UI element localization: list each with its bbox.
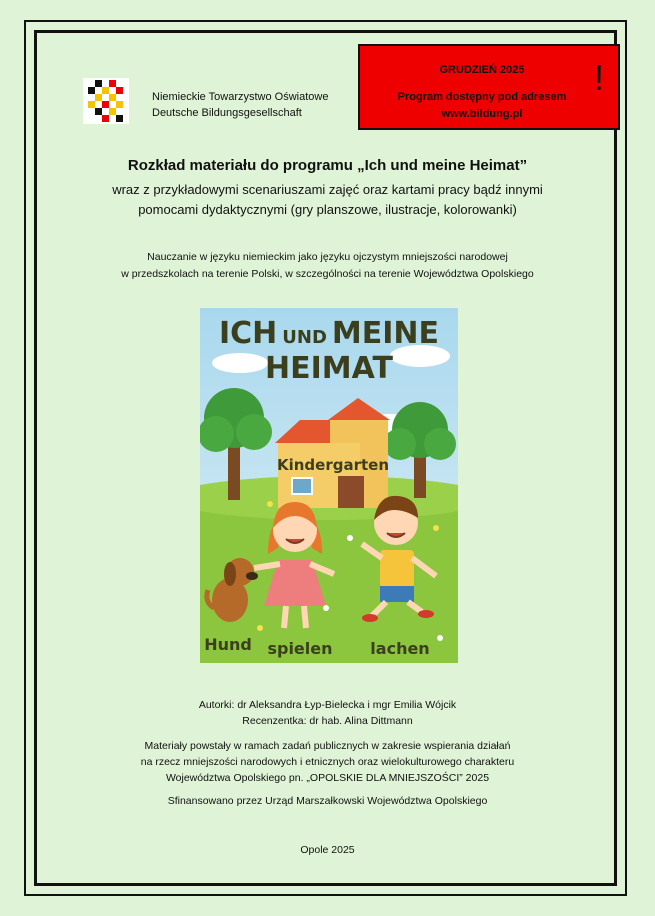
scope-line-2: w przedszkolach na terenie Polski, w szczególności na terenie Województwa Opolskiego [121, 268, 534, 280]
funding-line-2: na rzecz mniejszości narodowych i etnicznych oraz wielokulturowego charakteru [140, 756, 515, 768]
scope-line-1: Nauczanie w języku niemieckim jako języku ojczystym mniejszości narodowej [147, 251, 508, 263]
authors-block [40, 697, 615, 729]
notice-url[interactable]: www.bildung.pl [441, 108, 523, 120]
funding-line-3: Województwa Opolskiego pn. „OPOLSKIE DLA MNIEJSZOŚCI” 2025 [165, 772, 490, 784]
kindergarten-sign: Kindergarten [276, 456, 390, 474]
subtitle-line-2: pomocami dydaktycznymi (gry planszowe, ilustracje, kolorowanki) [138, 202, 517, 217]
organization-logo [83, 78, 129, 124]
funding-line-1: Materiały powstały w ramach zadań publicznych w zakresie wspierania działań [144, 740, 511, 752]
reviewer: Recenzentka: dr hab. Alina Dittmann [242, 715, 413, 727]
availability-notice [358, 44, 620, 130]
organization-name [152, 89, 328, 121]
organization-name-pl: Niemieckie Towarzystwo Oświatowe [152, 91, 329, 103]
document-subtitle [40, 180, 615, 220]
document-title: Rozkład materiału do programu „Ich und meine Heimat” [127, 157, 528, 174]
cover-title-heimat: HEIMAT [265, 351, 393, 386]
notice-text [360, 89, 604, 123]
authors: Autorki: dr Aleksandra Łyp-Bielecka i mgr Emilia Wójcik [198, 699, 457, 711]
exclamation-mark: ! [593, 57, 604, 98]
place-year: Opole 2025 [300, 844, 355, 856]
cloud [212, 353, 268, 373]
financed-by: Sfinansowano przez Urząd Marszałkowski Województwa Opolskiego [167, 795, 488, 807]
cover-title-ich: ICH [218, 316, 278, 351]
cover-word-hund: Hund [204, 635, 252, 654]
notice-date: GRUDZIEŃ 2025 [439, 64, 525, 76]
cover-word-lachen: lachen [370, 639, 430, 658]
cover-title-meine: MEINE [331, 316, 440, 351]
cover-title-und: UND [282, 327, 327, 348]
funding-block [40, 738, 615, 786]
cover-word-spielen: spielen [267, 639, 333, 658]
notice-line: Program dostępny pod adresem [397, 91, 567, 103]
subtitle-line-1: wraz z przykładowymi scenariuszami zajęć oraz kartami pracy bądź innymi [112, 182, 543, 197]
organization-name-de: Deutsche Bildungsgesellschaft [152, 107, 302, 119]
document-scope [40, 249, 615, 283]
cover-illustration [200, 308, 458, 663]
